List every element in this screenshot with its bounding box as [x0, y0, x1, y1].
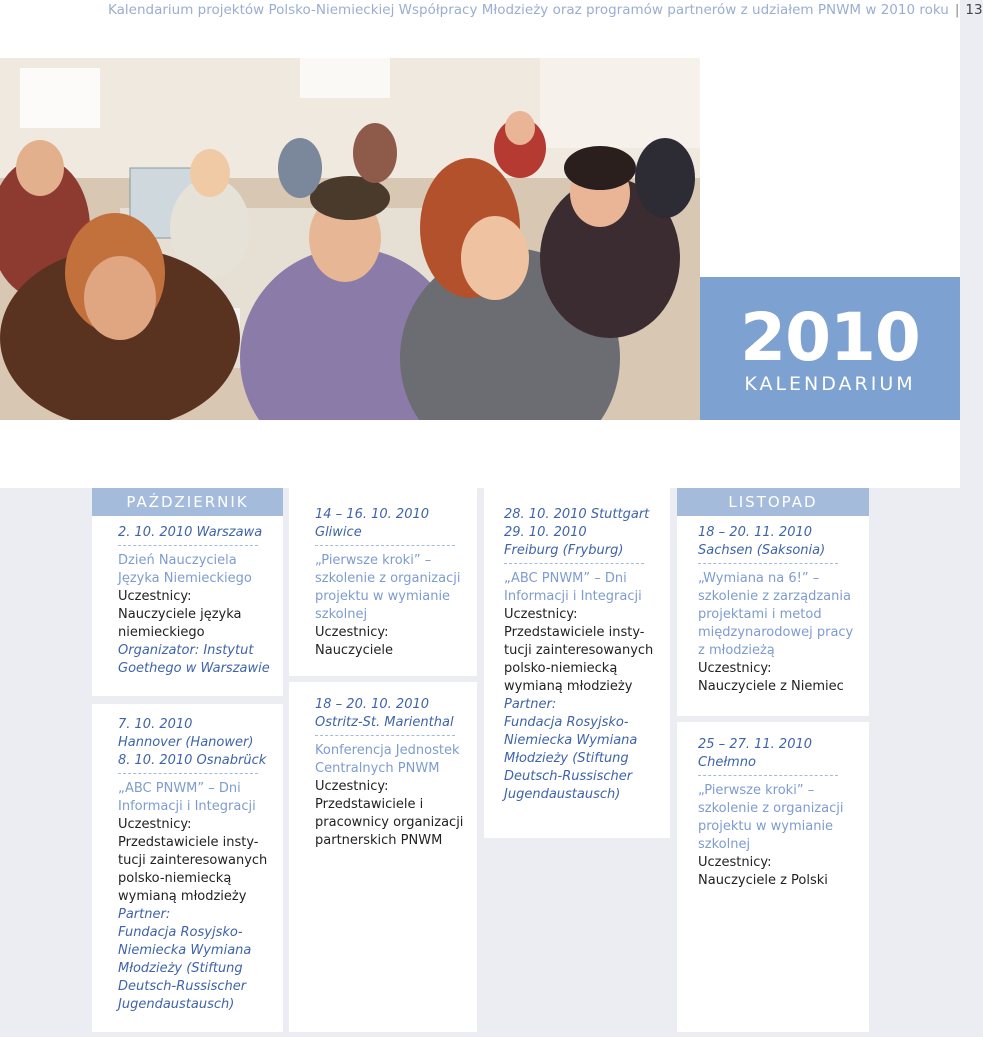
event-place: Chełmno	[698, 755, 756, 770]
participants-value: Nauczyciele języka niemieckiego	[118, 607, 242, 640]
partner-label: Partner:	[118, 907, 171, 922]
header-separator: |	[954, 2, 960, 18]
participants-value: Przedstawiciele i pracownicy organizacji partnerskich PNWM	[315, 797, 464, 848]
event-place: Freiburg (Fryburg)	[504, 543, 624, 558]
event-card-c4-1	[677, 488, 869, 716]
event-title: Dzień Nauczyciela Języka Niemieckiego	[118, 553, 252, 586]
page-number: 13	[965, 2, 983, 18]
event-date: 2. 10. 2010 Warszawa	[118, 525, 263, 540]
participants-label: Uczestnicy:	[698, 855, 772, 870]
year-subtitle: KALENDARIUM	[744, 373, 916, 395]
partner-value: Fundacja Rosyjsko-Niemiecka Wymiana Młodzieży (Stiftung Deutsch-Russischer Jugendaustausch)	[118, 925, 252, 1012]
event-place: Sachsen (Saksonia)	[698, 543, 826, 558]
event-title: „ABC PNWM” – Dni Informacji i Integracji	[118, 781, 256, 814]
event-place: Hannover (Hanower)	[118, 735, 254, 750]
dashed-divider	[118, 545, 258, 546]
event-card-c3-1	[484, 488, 670, 838]
event-date: 28. 10. 2010 Stuttgart	[504, 507, 650, 522]
participants-label: Uczestnicy:	[315, 779, 389, 794]
participants-label: Uczestnicy:	[504, 607, 578, 622]
participants-value: Przedstawiciele insty-tucji zainteresowanych polsko-niemiecką wymianą młodzieży	[504, 625, 654, 694]
month-heading-october: PAŹDZIERNIK	[92, 488, 283, 516]
participants-value: Przedstawiciele insty-tucji zainteresowanych polsko-niemiecką wymianą młodzieży	[118, 835, 268, 904]
partner-value: Fundacja Rosyjsko-Niemiecka Wymiana Młodzieży (Stiftung Deutsch-Russischer Jugendaustausch)	[504, 715, 638, 802]
event-card-c1-2	[92, 704, 283, 1032]
event-card-c1-1	[92, 488, 283, 696]
event-place-2: 8. 10. 2010 Osnabrück	[118, 753, 267, 768]
page-header	[0, 0, 983, 58]
event-title: „Wymiana na 6!” – szkolenie z zarządzania projektami i metod międzynarodowej pracy z młodzieżą	[698, 571, 854, 658]
dashed-divider	[504, 563, 644, 564]
participants-label: Uczestnicy:	[698, 661, 772, 676]
event-date: 18 – 20. 10. 2010	[315, 697, 430, 712]
dashed-divider	[315, 545, 455, 546]
event-card-c4-2	[677, 722, 869, 1032]
year-number: 2010	[740, 299, 920, 376]
photo-illustration	[0, 58, 700, 420]
event-title: „Pierwsze kroki” – szkolenie z organizacji projektu w wymianie szkolnej	[315, 553, 461, 622]
participants-label: Uczestnicy:	[118, 817, 192, 832]
event-title: „Pierwsze kroki” – szkolenie z organizacji projektu w wymianie szkolnej	[698, 783, 844, 852]
organizer: Organizator: Instytut Goethego w Warszawie	[118, 643, 270, 676]
event-card-c2-2	[289, 682, 477, 1032]
dashed-divider	[698, 775, 838, 776]
event-date: 18 – 20. 11. 2010	[698, 525, 813, 540]
dashed-divider	[315, 735, 455, 736]
year-panel	[700, 277, 960, 420]
month-heading-november: LISTOPAD	[677, 488, 869, 516]
participants-value: Nauczyciele z Polski	[698, 873, 828, 888]
event-date: 14 – 16. 10. 2010	[315, 507, 430, 522]
event-title: „ABC PNWM” – Dni Informacji i Integracji	[504, 571, 642, 604]
photo-side-blank	[700, 58, 960, 277]
event-date: 25 – 27. 11. 2010	[698, 737, 813, 752]
event-title: Konferencja Jednostek Centralnych PNWM	[315, 743, 460, 776]
workshop-photo	[0, 58, 700, 420]
participants-label: Uczestnicy:	[315, 625, 389, 640]
event-place: Ostritz-St. Marienthal	[315, 715, 454, 730]
spacer-band	[0, 420, 960, 488]
header-line	[108, 0, 983, 20]
partner-label: Partner:	[504, 697, 557, 712]
event-date: 7. 10. 2010	[118, 717, 193, 732]
event-date-2: 29. 10. 2010	[504, 525, 587, 540]
participants-value: Nauczyciele z Niemiec	[698, 679, 844, 694]
dashed-divider	[698, 563, 838, 564]
dashed-divider	[118, 773, 258, 774]
participants-value: Nauczyciele	[315, 643, 393, 658]
event-place: Gliwice	[315, 525, 362, 540]
running-title: Kalendarium projektów Polsko-Niemieckiej Współpracy Młodzieży oraz programów partnerów z udziałem PNWM w 2010 roku	[108, 2, 949, 18]
event-card-c2-1	[289, 488, 477, 676]
participants-label: Uczestnicy:	[118, 589, 192, 604]
